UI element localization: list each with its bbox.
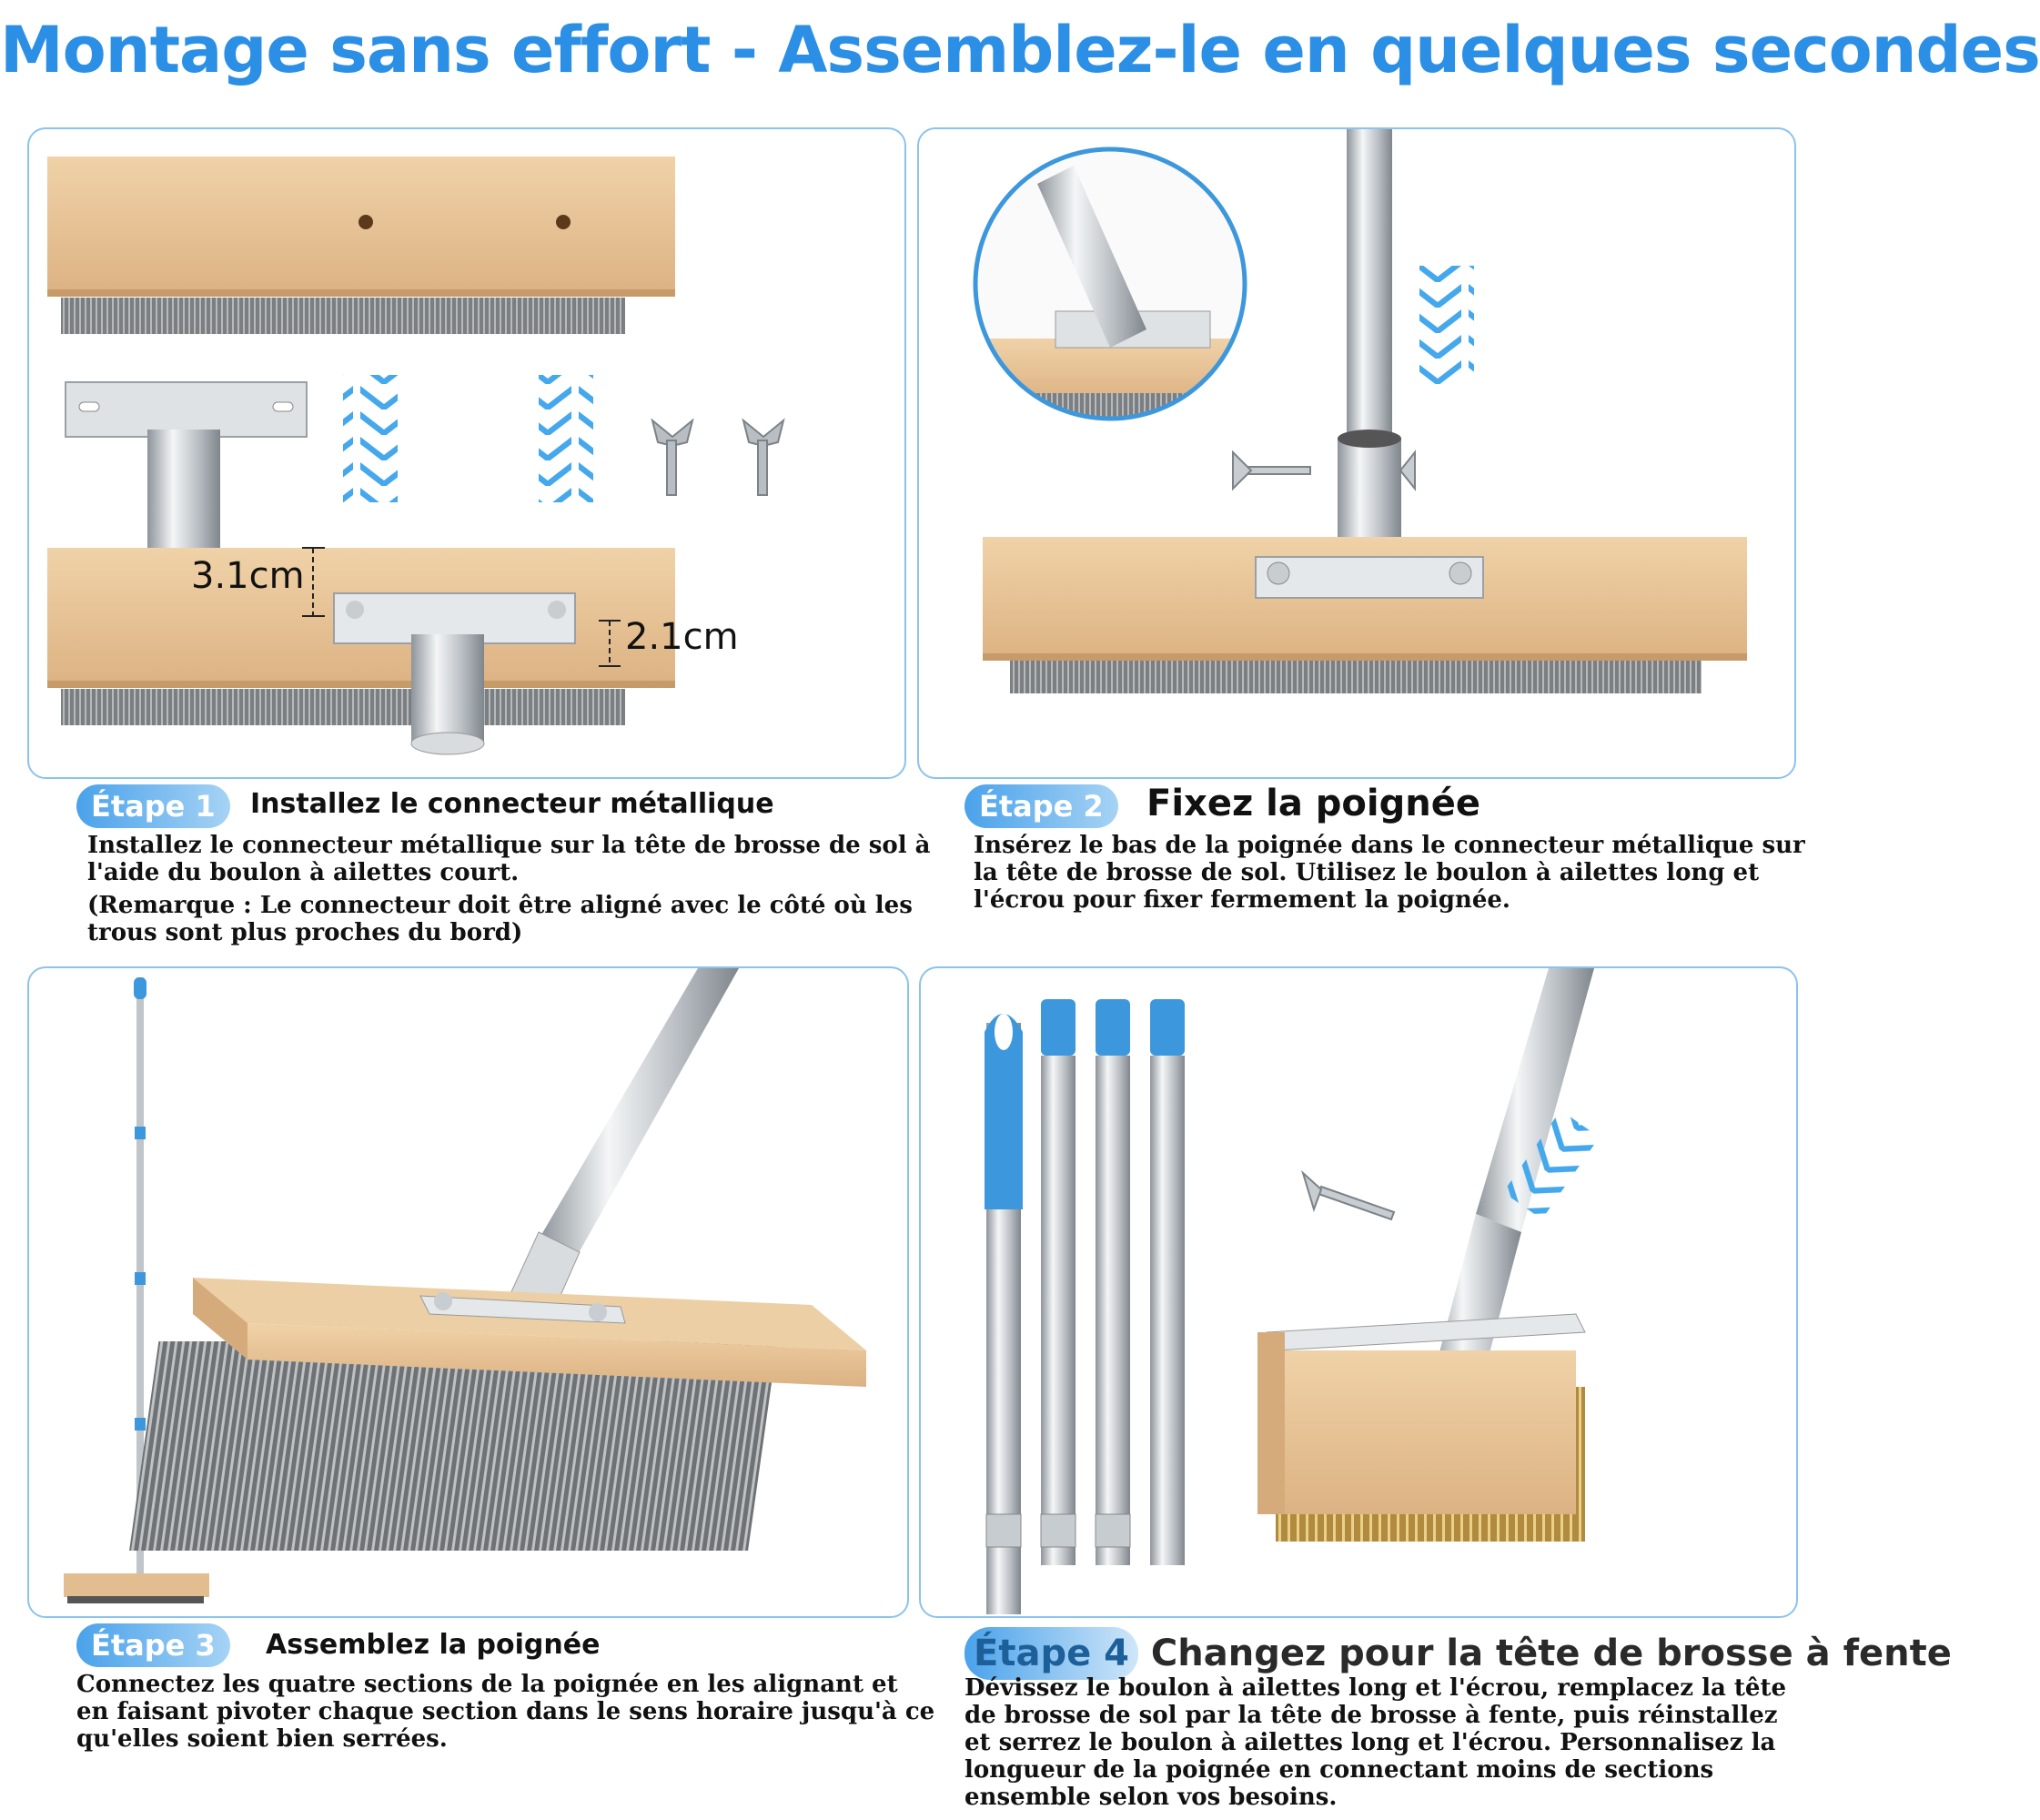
step2-illustration bbox=[917, 127, 1796, 779]
step2-badge: Étape 2 bbox=[964, 784, 1118, 828]
step2-description: Insérez le bas de la poignée dans le connecteur métallique sur la tête de brosse de sol. Utilisez le boulon à ailettes long et l'écrou pour fixer fermement la poignée. bbox=[974, 832, 1805, 914]
step1-note: (Remarque : Le connecteur doit être aligné avec le côté où les trous sont plus proches du bord) bbox=[87, 892, 913, 946]
step2-title: Fixez la poignée bbox=[1146, 783, 1480, 824]
measurement-offset: 2.1cm bbox=[625, 616, 739, 658]
step3-description: Connectez les quatre sections de la poignée en les alignant et en faisant pivoter chaque section dans le sens horaire jusqu'à ce qu'elles soient bien serrées. bbox=[76, 1671, 935, 1753]
handle-section-icon bbox=[1150, 999, 1185, 1565]
step3-title: Assemblez la poignée bbox=[266, 1629, 601, 1661]
page-title: Montage sans effort - Assemblez-le en quelques secondes bbox=[0, 13, 2040, 87]
brush-head-icon bbox=[47, 548, 675, 754]
chevron-down-arrows-icon bbox=[1419, 266, 1474, 384]
step4-illustration bbox=[919, 966, 1798, 1618]
handle-section-icon bbox=[1041, 999, 1076, 1565]
handle-section-icon bbox=[985, 1014, 1023, 1614]
step1-description bbox=[87, 832, 934, 946]
wing-bolt-icon bbox=[652, 420, 783, 495]
step1-badge: Étape 1 bbox=[76, 784, 230, 828]
step3-illustration bbox=[27, 966, 909, 1618]
step4-description: Dévissez le boulon à ailettes long et l'écrou, remplacez la tête de brosse de sol par la tête de brosse à fente, puis réinstallez et serrez le boulon à ailettes long et l'écrou. Personnalisez la longueur de la poignée en connectant moins de sections ensemble selon vos besoins. bbox=[964, 1674, 1787, 1811]
measurement-height: 3.1cm bbox=[191, 555, 305, 597]
step1-title: Installez le connecteur métallique bbox=[250, 788, 774, 820]
step4-title: Changez pour la tête de brosse à fente bbox=[1150, 1633, 1952, 1674]
handle-section-icon bbox=[1096, 999, 1130, 1565]
chevron-down-arrows-icon bbox=[343, 375, 593, 502]
step4-badge: Étape 4 bbox=[964, 1627, 1138, 1680]
step1-illustration bbox=[27, 127, 906, 779]
wing-bolt-icon bbox=[1303, 1173, 1394, 1219]
step3-badge: Étape 3 bbox=[76, 1623, 230, 1667]
brush-head-icon bbox=[47, 157, 675, 334]
step1-instruction: Installez le connecteur métallique sur la tête de brosse de sol à l'aide du boulon à ailettes court. bbox=[87, 832, 931, 886]
connector-detail-inset bbox=[974, 147, 1247, 430]
step4-header bbox=[964, 1627, 1952, 1680]
